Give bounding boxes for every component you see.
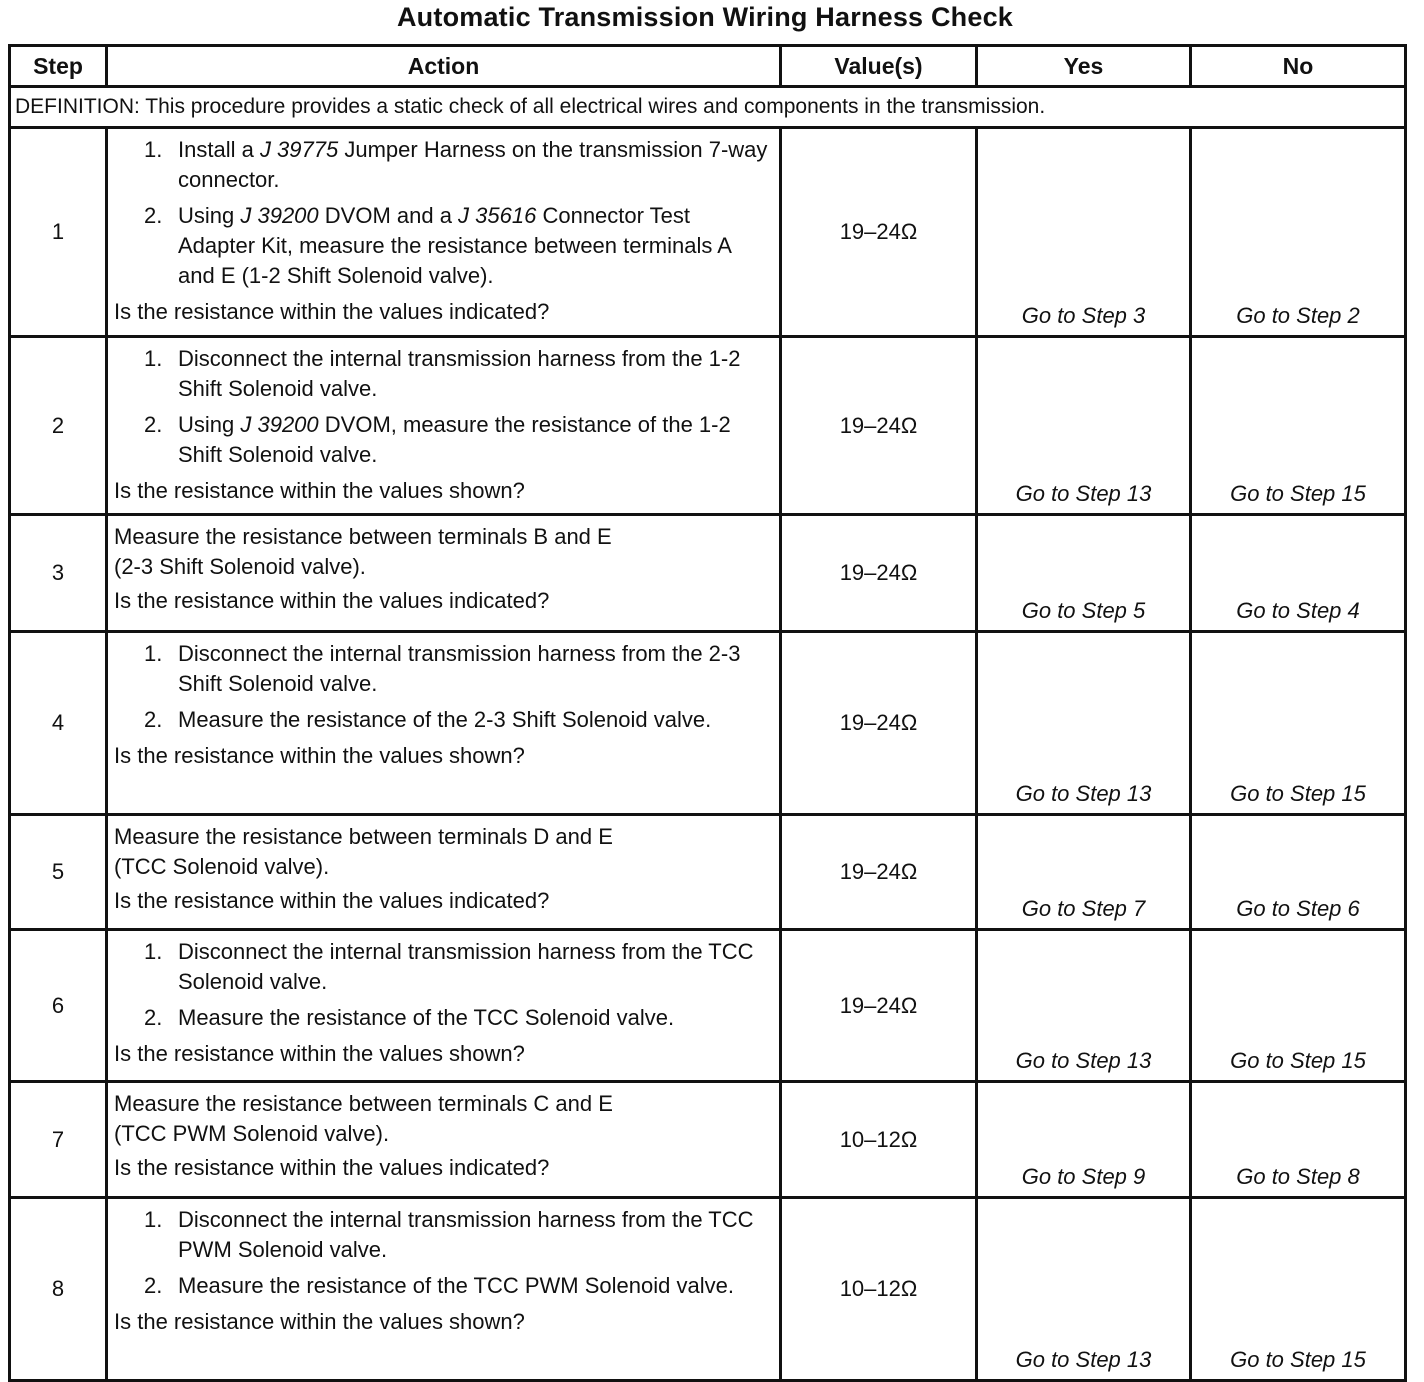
table-row — [10, 632, 1406, 815]
no-result: Go to Step 2 — [1191, 128, 1406, 337]
action-cell — [107, 515, 781, 632]
tool-name: J 39200 — [240, 412, 319, 437]
yes-result: Go to Step 9 — [977, 1082, 1191, 1198]
action-cell — [107, 1198, 781, 1381]
instruction — [144, 1205, 771, 1265]
no-result: Go to Step 4 — [1191, 515, 1406, 632]
instruction-text: Jumper Harness on the transmission 7-way connector. — [178, 137, 768, 192]
tool-name: J 35616 — [458, 203, 537, 228]
step-number: 7 — [10, 1082, 107, 1198]
header-yes: Yes — [977, 46, 1191, 87]
value-range: 10–12Ω — [781, 1198, 977, 1381]
question-text: Is the resistance within the values indicated? — [114, 1155, 550, 1180]
step-number: 8 — [10, 1198, 107, 1381]
instruction-text: Connector Test Adapter Kit, measure the resistance between terminals A and E (1-2 Shift Solenoid valve). — [178, 203, 731, 288]
yes-result: Go to Step 13 — [977, 632, 1191, 815]
table-row — [10, 815, 1406, 930]
instruction-text: Disconnect the internal transmission harness from the 2-3 Shift Solenoid valve. — [178, 641, 741, 696]
instruction-number: 1. — [144, 346, 163, 371]
action-cell — [107, 632, 781, 815]
step-number: 4 — [10, 632, 107, 815]
instruction-number: 2. — [144, 1005, 163, 1030]
instruction-text: Disconnect the internal transmission harness from the TCC Solenoid valve. — [178, 939, 754, 994]
instruction-text: Using — [178, 203, 241, 228]
question-text: Is the resistance within the values indicated? — [114, 588, 550, 613]
header-action: Action — [107, 46, 781, 87]
instruction — [144, 1271, 771, 1301]
yes-result: Go to Step 13 — [977, 930, 1191, 1082]
action-cell — [107, 815, 781, 930]
instruction-text: DVOM, measure the resistance of the 1-2 Shift Solenoid valve. — [178, 412, 731, 467]
instruction-number: 1. — [144, 641, 163, 666]
step-number: 2 — [10, 337, 107, 515]
step-number: 5 — [10, 815, 107, 930]
value-range: 19–24Ω — [781, 337, 977, 515]
no-result: Go to Step 8 — [1191, 1082, 1406, 1198]
table-row — [10, 930, 1406, 1082]
action-cell — [107, 128, 781, 337]
instruction-number: 1. — [144, 137, 163, 162]
tool-name: J 39200 — [240, 203, 319, 228]
no-result: Go to Step 15 — [1191, 1198, 1406, 1381]
tool-name: J 39775 — [259, 137, 339, 162]
yes-result: Go to Step 13 — [977, 337, 1191, 515]
instruction-text: Disconnect the internal transmission harness from the TCC PWM Solenoid valve. — [178, 1207, 754, 1262]
instruction-text: Measure the resistance of the TCC Solenoid valve. — [178, 1005, 675, 1030]
instruction — [144, 639, 771, 699]
instruction-number: 2. — [144, 203, 163, 228]
instruction-number: 1. — [144, 939, 163, 964]
yes-result: Go to Step 7 — [977, 815, 1191, 930]
instruction-text: Measure the resistance between terminals D and E (TCC Solenoid valve). — [114, 824, 613, 879]
instruction-text: Measure the resistance between terminals B and E (2-3 Shift Solenoid valve). — [114, 524, 612, 579]
table-row — [10, 128, 1406, 337]
instruction — [144, 344, 771, 404]
table-row — [10, 337, 1406, 515]
instruction-text: Install a — [178, 137, 260, 162]
question-text: Is the resistance within the values shown? — [114, 478, 525, 503]
instruction — [144, 201, 771, 291]
question-text: Is the resistance within the values indicated? — [114, 299, 550, 324]
instruction — [144, 135, 771, 195]
yes-result: Go to Step 13 — [977, 1198, 1191, 1381]
question-text: Is the resistance within the values shown? — [114, 1041, 525, 1066]
instruction — [144, 705, 771, 735]
question-text: Is the resistance within the values shown? — [114, 1309, 525, 1334]
question-text: Is the resistance within the values shown? — [114, 743, 525, 768]
table-row — [10, 1082, 1406, 1198]
header-values: Value(s) — [781, 46, 977, 87]
instruction-text: Measure the resistance of the TCC PWM Solenoid valve. — [178, 1273, 734, 1298]
action-cell — [107, 930, 781, 1082]
question-text: Is the resistance within the values indicated? — [114, 888, 550, 913]
step-number: 3 — [10, 515, 107, 632]
header-step: Step — [10, 46, 107, 87]
yes-result: Go to Step 3 — [977, 128, 1191, 337]
page-title: Automatic Transmission Wiring Harness Check — [396, 2, 1014, 32]
instruction-text: DVOM and a — [318, 203, 459, 228]
step-number: 1 — [10, 128, 107, 337]
yes-result: Go to Step 5 — [977, 515, 1191, 632]
instruction-text: Using — [178, 412, 241, 437]
instruction — [144, 1003, 771, 1033]
value-range: 10–12Ω — [781, 1082, 977, 1198]
instruction-number: 2. — [144, 1273, 163, 1298]
table-row — [10, 515, 1406, 632]
instruction-number: 2. — [144, 412, 163, 437]
no-result: Go to Step 15 — [1191, 632, 1406, 815]
instruction-number: 2. — [144, 707, 163, 732]
instruction-text: Measure the resistance of the 2-3 Shift Solenoid valve. — [178, 707, 712, 732]
no-result: Go to Step 15 — [1191, 337, 1406, 515]
header-no: No — [1191, 46, 1406, 87]
no-result: Go to Step 15 — [1191, 930, 1406, 1082]
table-row — [10, 1198, 1406, 1381]
no-result: Go to Step 6 — [1191, 815, 1406, 930]
action-cell — [107, 337, 781, 515]
instruction — [144, 410, 771, 470]
value-range: 19–24Ω — [781, 815, 977, 930]
definition-text: DEFINITION: This procedure provides a static check of all electrical wires and components in the transmission. — [10, 87, 1406, 128]
header-row — [10, 46, 1406, 87]
step-number: 6 — [10, 930, 107, 1082]
value-range: 19–24Ω — [781, 930, 977, 1082]
value-range: 19–24Ω — [781, 632, 977, 815]
value-range: 19–24Ω — [781, 128, 977, 337]
instruction-number: 1. — [144, 1207, 163, 1232]
instruction-text: Measure the resistance between terminals C and E (TCC PWM Solenoid valve). — [114, 1091, 613, 1146]
action-cell — [107, 1082, 781, 1198]
instruction — [144, 937, 771, 997]
value-range: 19–24Ω — [781, 515, 977, 632]
definition-row — [10, 87, 1406, 128]
instruction-text: Disconnect the internal transmission harness from the 1-2 Shift Solenoid valve. — [178, 346, 741, 401]
harness-check-table — [8, 44, 1407, 1382]
